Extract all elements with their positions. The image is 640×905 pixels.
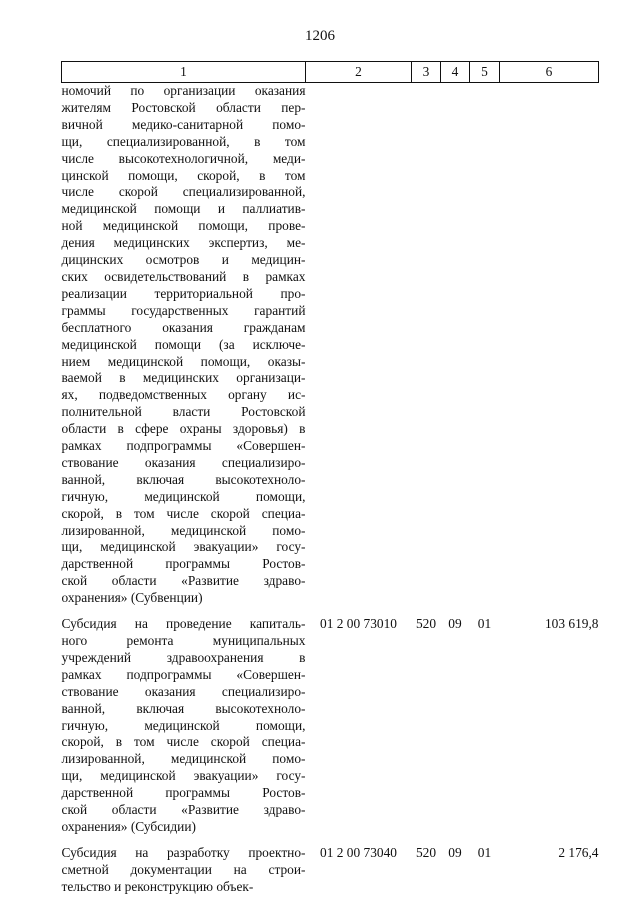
description-line: нием медицинской помощи, оказы- — [61, 353, 306, 369]
description-line: лизированной, медицинской помо- — [61, 751, 306, 767]
description-line: ской области «Развитие здраво- — [61, 573, 306, 589]
description-line: Субсидия на разработку проектно- — [61, 844, 306, 860]
description-line: лизированной, медицинской помо- — [61, 522, 306, 538]
description-line: медицинской помощи и паллиатив- — [61, 201, 306, 217]
header-col-3: 3 — [412, 62, 441, 83]
description-line: ской области «Развитие здраво- — [61, 802, 306, 818]
header-row — [62, 62, 599, 83]
page-number: 1206 — [305, 28, 335, 44]
row-expense-type: 520 — [415, 844, 437, 860]
description-line: охранения» (Субсидии) — [61, 818, 196, 834]
header-col-4: 4 — [441, 62, 470, 83]
description-line: ях, подведомственных органу ис- — [61, 387, 306, 403]
header-col-1: 1 — [62, 62, 306, 83]
row-code — [306, 83, 412, 608]
description-line: Субсидия на проведение капиталь- — [61, 616, 306, 632]
description-line: сметной документации на строи- — [61, 861, 306, 877]
row-subsection: 01 — [477, 844, 492, 860]
description-line: охранения» (Субвенции) — [61, 590, 203, 606]
table-row — [62, 83, 599, 608]
description-line: области в сфере охраны здоровья) в — [61, 421, 306, 437]
description-line: полнительной власти Ростовской — [61, 404, 306, 420]
row-code: 01 2 00 73010 — [320, 616, 397, 632]
description-line: щи, медицинской эвакуации» госу- — [61, 768, 306, 784]
description-line: жителям Ростовской области пер- — [61, 99, 306, 115]
table-row — [62, 845, 599, 896]
row-spacer — [62, 836, 599, 845]
description-line: дения медицинских экспертиз, ме- — [61, 235, 306, 251]
row-expense-type — [412, 83, 441, 608]
row-section: 09 — [448, 616, 462, 632]
table-body — [62, 83, 599, 896]
description-line: гичную, медицинской помощи, — [61, 717, 306, 733]
description-line: скорой, в том числе скорой специа- — [61, 505, 306, 521]
description-line: гичную, медицинской помощи, — [61, 488, 306, 504]
description-line: рамках подпрограммы «Совершен- — [61, 438, 306, 454]
row-spacer — [62, 607, 599, 616]
header-col-6: 6 — [500, 62, 599, 83]
description-line: учреждений здравоохранения в — [61, 649, 306, 665]
row-amount: 2 176,4 — [558, 844, 599, 860]
row-subsection: 01 — [477, 616, 492, 632]
description-line: рамках подпрограммы «Совершен- — [61, 666, 306, 682]
description-line: щи, специализированной, в том — [61, 133, 306, 149]
row-subsection — [470, 83, 500, 608]
description-line: вичной медико-санитарной помо- — [61, 116, 306, 132]
header-col-2: 2 — [306, 62, 412, 83]
description-line: бесплатного оказания гражданам — [61, 319, 306, 335]
description-line: номочий по организации оказания — [61, 83, 306, 98]
description-line: ной медицинской помощи, прове- — [61, 218, 306, 234]
row-description — [62, 845, 306, 896]
header-col-5: 5 — [470, 62, 500, 83]
description-line: ного ремонта муниципальных — [61, 633, 306, 648]
description-line: скорой, в том числе скорой специа- — [61, 734, 306, 750]
description-line: медицинской помощи (за исключе- — [61, 336, 306, 352]
description-line: ских освидетельствований в рамках — [61, 268, 306, 284]
table-row — [62, 616, 599, 836]
row-description — [62, 83, 306, 608]
row-section: 09 — [448, 844, 462, 860]
row-code: 01 2 00 73040 — [320, 844, 397, 860]
description-line: щи, медицинской эвакуации» госу- — [61, 539, 306, 555]
budget-table — [61, 61, 599, 896]
description-line: числе скорой специализированной, — [61, 184, 306, 200]
description-line: дарственной программы Ростов- — [61, 556, 306, 572]
row-description — [62, 616, 306, 836]
description-line: дицинских осмотров и медицин- — [61, 252, 306, 268]
table-header — [62, 62, 599, 83]
description-line: ванной, включая высокотехноло- — [61, 471, 306, 487]
description-line: граммы государственных гарантий — [61, 302, 306, 318]
description-line: числе высокотехнологичной, меди- — [61, 150, 306, 166]
description-line: ствование оказания специализиро- — [61, 454, 306, 470]
description-line: цинской помощи, скорой, в том — [61, 167, 306, 183]
description-line: реализации территориальной про- — [61, 285, 306, 301]
row-section — [441, 83, 470, 608]
row-expense-type: 520 — [415, 616, 437, 632]
row-amount: 103 619,8 — [544, 616, 599, 632]
description-line: ствование оказания специализиро- — [61, 683, 306, 699]
description-line: ваемой в медицинских организаци- — [61, 370, 306, 386]
description-line: ванной, включая высокотехноло- — [61, 700, 306, 716]
description-line: дарственной программы Ростов- — [61, 785, 306, 801]
row-amount — [500, 83, 599, 608]
description-line: тельство и реконструкцию объек- — [61, 878, 254, 894]
